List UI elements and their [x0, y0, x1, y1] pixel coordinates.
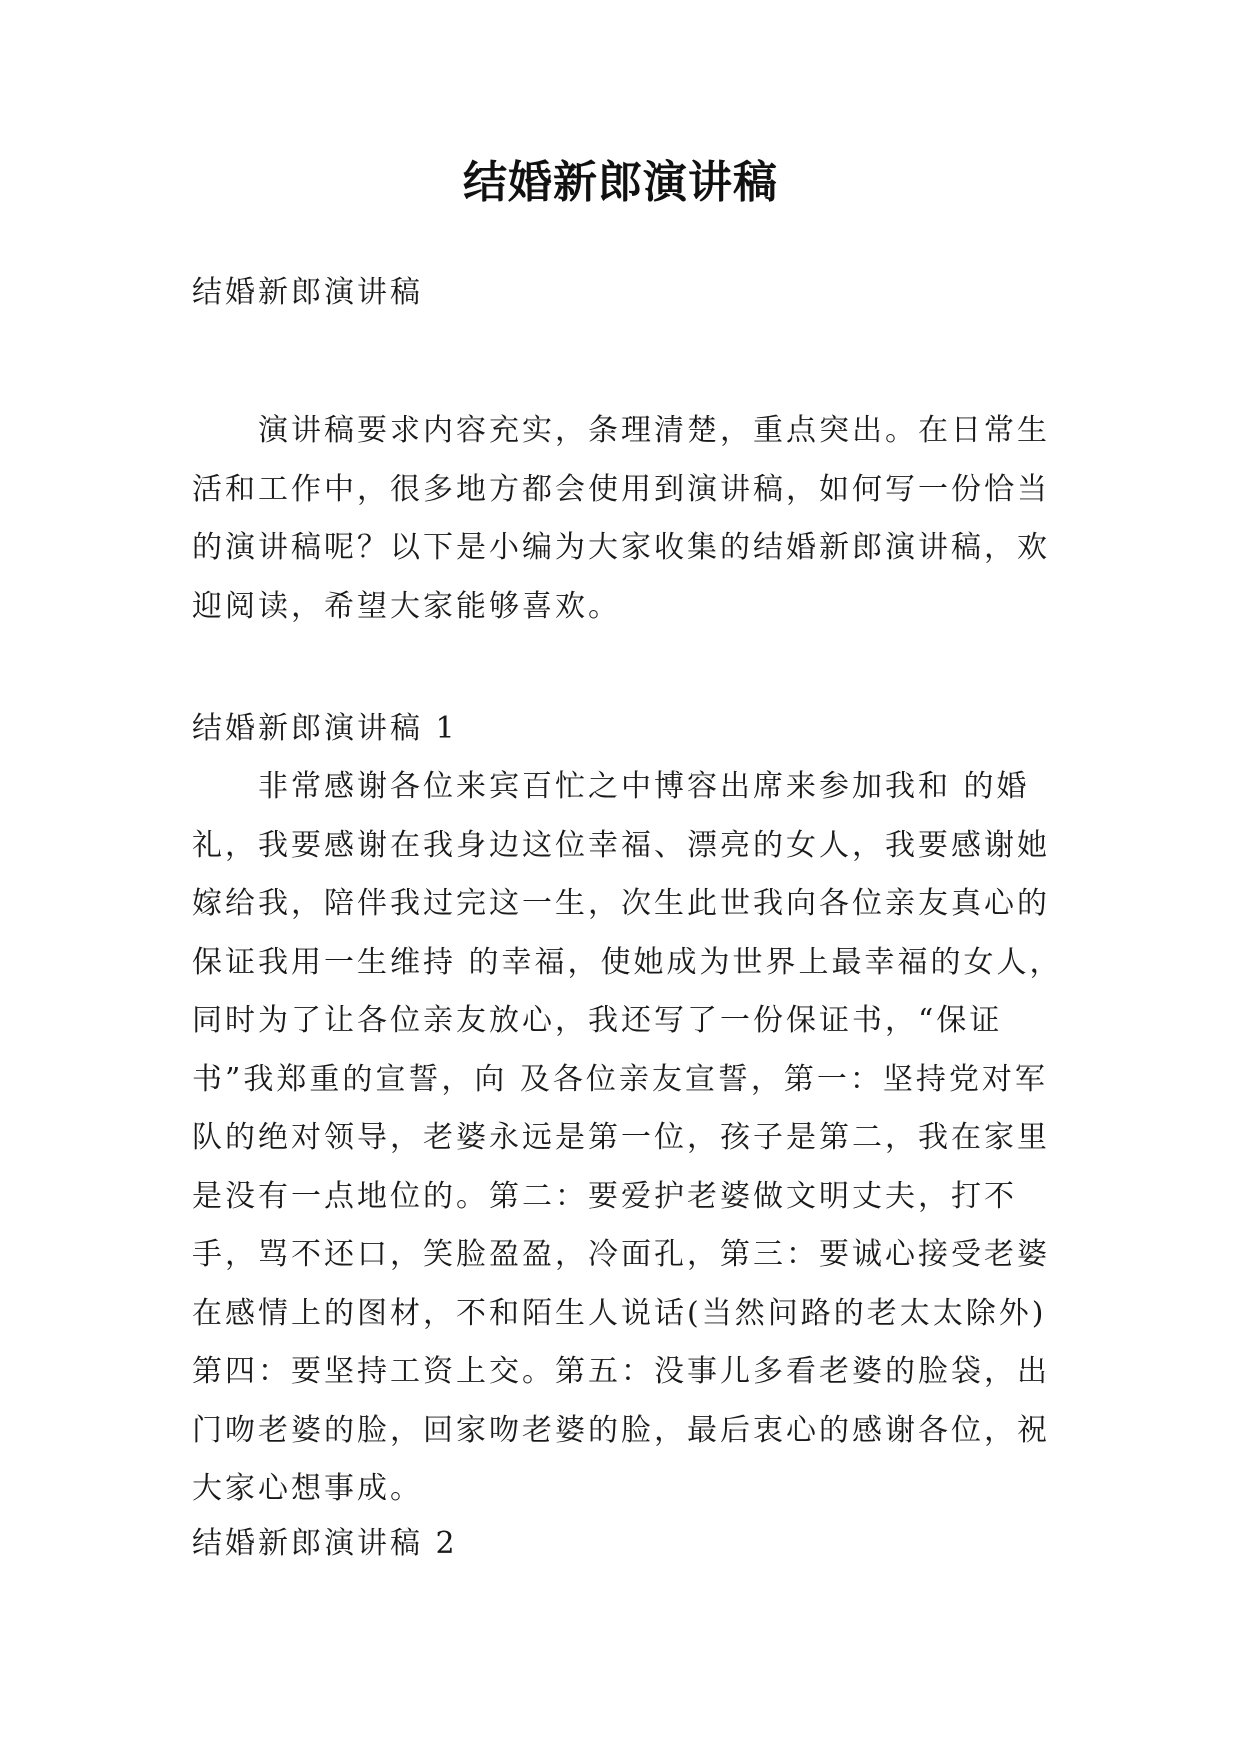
- document-subtitle: 结婚新郎演讲稿: [192, 275, 423, 310]
- section-heading-2: 结婚新郎演讲稿 2: [192, 1526, 458, 1561]
- intro-paragraph: 演讲稿要求内容充实，条理清楚，重点突出。在日常生活和工作中，很多地方都会使用到演讲稿，如何写一份恰当的演讲稿呢？以下是小编为大家收集的结婚新郎演讲稿，欢迎阅读，希望大家能够喜欢。: [192, 413, 1050, 624]
- section-1-body: 非常感谢各位来宾百忙之中博容出席来参加我和 的婚礼，我要感谢在我身边这位幸福、漂亮的女人，我要感谢她嫁给我，陪伴我过完这一生，次生此世我向各位亲友真心的保证我用一生维持 的幸福，使她成为世界上最幸福的女人，同时为了让各位亲友放心，我还写了一份保证书，“保证书”我郑重的宣誓，向 及各位亲友宣誓，第一：坚持党对军队的绝对领导，老婆永远是第一位，孩子是第二，我在家里是没有一点地位的。第二：要爱护老婆做文明丈夫，打不手，骂不还口，笑脸盈盈，冷面孔，第三：要诚心接受老婆在感情上的图材，不和陌生人说话(当然问路的老太太除外)第四：要坚持工资上交。第五：没事儿多看老婆的脸袋，出门吻老婆的脸，回家吻老婆的脸，最后衷心的感谢各位，祝大家心想事成。: [192, 769, 1063, 1506]
- section-heading-1: 结婚新郎演讲稿 1: [192, 711, 458, 746]
- document-title: 结婚新郎演讲稿: [463, 157, 778, 208]
